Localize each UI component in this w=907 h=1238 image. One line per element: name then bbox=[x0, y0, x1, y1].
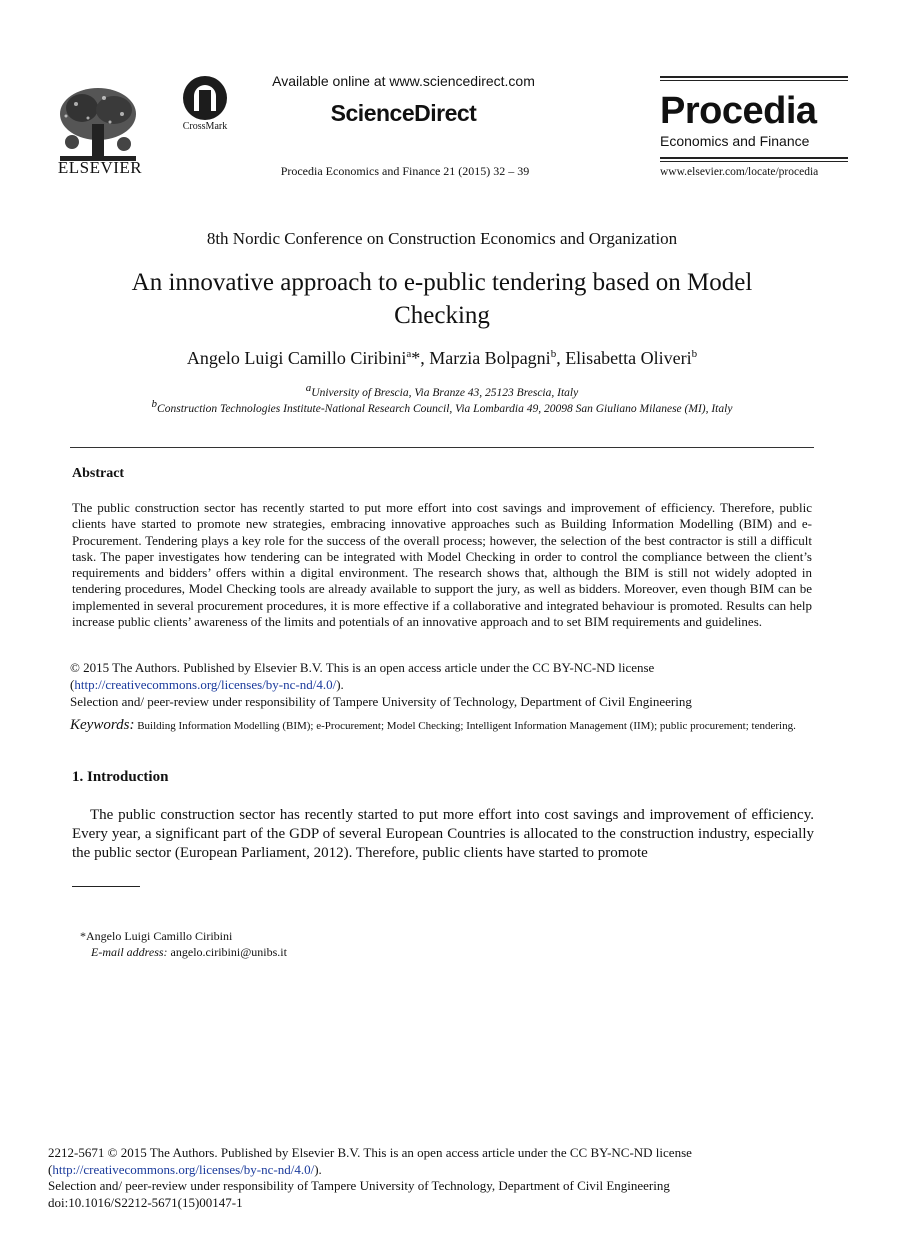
procedia-masthead bbox=[660, 76, 848, 178]
affiliation-text: Construction Technologies Institute-National Research Council, Via Lombardia 49, 20098 San Giuliano Milanese (MI), Italy bbox=[157, 403, 733, 415]
issn-copyright-line: 2212-5671 © 2015 The Authors. Published by Elsevier B.V. This is an open access article under the CC BY-NC-ND license bbox=[48, 1145, 692, 1160]
affiliation-a bbox=[0, 382, 884, 399]
keywords-label: Keywords: bbox=[70, 717, 135, 733]
keywords bbox=[70, 717, 814, 734]
copyright-notice bbox=[70, 659, 814, 710]
paren: ( bbox=[48, 1161, 53, 1177]
sciencedirect-wordmark: ScienceDirect bbox=[330, 100, 477, 126]
doi[interactable]: doi:10.1016/S2212-5671(15)00147-1 bbox=[48, 1194, 243, 1210]
abstract-heading: Abstract bbox=[72, 466, 125, 481]
procedia-subtitle: Economics and Finance bbox=[660, 133, 810, 149]
paren: ). bbox=[336, 677, 344, 692]
affiliation-marker: b bbox=[550, 348, 557, 360]
masthead-rule bbox=[660, 80, 848, 81]
license-link[interactable]: http://creativecommons.org/licenses/by-nc-nd/4.0/ bbox=[74, 677, 337, 692]
section-divider bbox=[70, 447, 814, 448]
journal-reference: Procedia Economics and Finance 21 (2015) 32 – 39 bbox=[280, 164, 530, 178]
affiliation-marker: a bbox=[406, 348, 412, 360]
section-heading-introduction: 1. Introduction bbox=[72, 769, 169, 785]
masthead-rule bbox=[660, 157, 848, 159]
procedia-url[interactable]: www.elsevier.com/locate/procedia bbox=[660, 166, 819, 178]
paren: ). bbox=[314, 1161, 322, 1177]
affiliation-marker: b bbox=[691, 348, 698, 360]
corresponding-marker: * bbox=[411, 348, 421, 368]
peer-review-line: Selection and/ peer-review under responsibility of Tampere University of Technology, Department of Civil Engineering bbox=[48, 1178, 670, 1193]
footnote-email bbox=[91, 945, 287, 960]
author-name: Marzia Bolpagni bbox=[429, 348, 551, 368]
affiliation-marker: a bbox=[305, 382, 312, 395]
footnote-author: *Angelo Luigi Camillo Ciribini bbox=[80, 929, 233, 943]
affiliation-b bbox=[0, 398, 884, 415]
crossmark-label: CrossMark bbox=[182, 121, 228, 132]
author-list bbox=[0, 348, 884, 369]
crossmark-icon bbox=[183, 76, 227, 120]
paren: ( bbox=[70, 677, 75, 692]
available-online-text: Available online at www.sciencedirect.com bbox=[272, 73, 535, 89]
crossmark-badge[interactable] bbox=[176, 76, 234, 132]
affiliation-text: University of Brescia, Via Branze 43, 25123 Brescia, Italy bbox=[311, 387, 579, 399]
author-separator: , bbox=[556, 348, 566, 368]
author-name: Angelo Luigi Camillo Ciribini bbox=[186, 348, 407, 368]
email-address[interactable]: angelo.ciribini@unibs.it bbox=[167, 945, 287, 959]
keywords-text: Building Information Modelling (BIM); e-Procurement; Model Checking; Intelligent Information Management (IIM); public procurement; tendering. bbox=[134, 720, 796, 732]
conference-name: 8th Nordic Conference on Construction Economics and Organization bbox=[206, 229, 678, 248]
paper-title: An innovative approach to e-public tendering based on Model Checking bbox=[131, 269, 753, 329]
masthead-rule bbox=[660, 161, 848, 162]
author-name: Elisabetta Oliveri bbox=[565, 348, 692, 368]
procedia-title: Procedia bbox=[660, 90, 817, 132]
email-label: E-mail address: bbox=[91, 945, 168, 959]
license-link[interactable]: http://creativecommons.org/licenses/by-nc-nd/4.0/ bbox=[52, 1161, 315, 1177]
masthead-rule bbox=[660, 76, 848, 78]
license-line bbox=[48, 1162, 868, 1179]
footnote-rule bbox=[72, 886, 140, 887]
elsevier-wordmark: ELSEVIER bbox=[57, 158, 143, 177]
bottom-notice bbox=[48, 1145, 868, 1211]
license-line bbox=[70, 676, 814, 693]
peer-review-line: Selection and/ peer-review under responsibility of Tampere University of Technology, Department of Civil Engineering bbox=[70, 694, 692, 709]
author-separator: , bbox=[420, 348, 430, 368]
affiliation-marker: b bbox=[151, 398, 158, 411]
copyright-line: © 2015 The Authors. Published by Elsevier B.V. This is an open access article under the CC BY-NC-ND license bbox=[70, 660, 655, 675]
abstract-body: The public construction sector has recently started to put more effort into cost savings and improvement of efficiency. Therefore, public clients have started to promote new strategies, embracing innovative approaches such as Building Information Modelling (BIM) and e-Procurement. Tendering plays a key role for the success of the overall process; however, the selection of the best contractor is still a difficult task. The paper investigates how tendering can be integrated with Model Checking in order to control the compliance between the client’s requirements and bidders’ offers within a digital environment. The research shows that, although the BIM is still not widely adopted in tendering procedures, Model Checking tools are already available to support the jury, as well as bidders. Moreover, even though BIM can be implemented in several procurement procedures, it is more effective if a collaborative and integrated behaviour is promoted. Results can help increase public clients’ awareness of the limits and potentials of an innovative approach and to set BIM requirements and guidelines. bbox=[72, 500, 812, 630]
introduction-body: The public construction sector has recently started to put more effort into cost savings and improvement of efficiency. Every year, a significant part of the GDP of several European Countries is allocated to the construction industry, especially the public sector (European Parliament, 2012). Therefore, public clients have started to promote bbox=[72, 807, 814, 861]
